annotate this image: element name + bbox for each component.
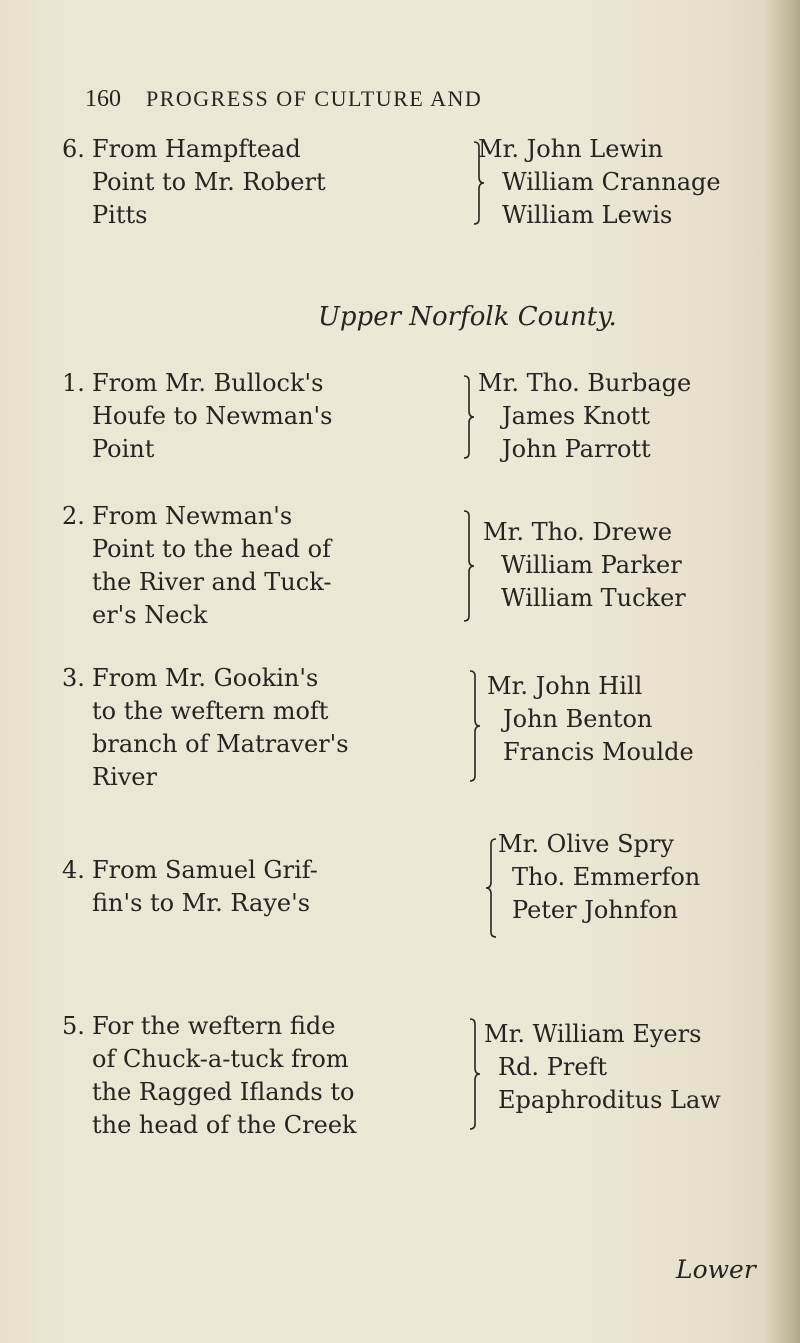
page-number: 160 bbox=[85, 86, 121, 112]
name-line: William Lewis bbox=[502, 201, 673, 229]
description-line: of Chuck-a-tuck from bbox=[92, 1045, 349, 1073]
entry-names bbox=[478, 133, 721, 232]
name-line: Rd. Preft bbox=[498, 1053, 608, 1081]
name-line: William Parker bbox=[501, 551, 682, 579]
name-line: John Benton bbox=[503, 705, 653, 733]
entry-description bbox=[62, 367, 332, 466]
description-line: Point to the head of bbox=[92, 535, 331, 563]
description-line: branch of Matraver's bbox=[92, 730, 349, 758]
name-line: William Crannage bbox=[502, 168, 721, 196]
description-line: Point bbox=[92, 435, 155, 463]
description-line: 4. From Samuel Grif- bbox=[62, 854, 318, 887]
entry-description bbox=[62, 133, 326, 232]
entry-number: 2. bbox=[62, 502, 85, 530]
name-line: Mr. William Eyers bbox=[484, 1020, 702, 1048]
right-brace-icon bbox=[468, 1018, 482, 1130]
entry-description bbox=[62, 854, 318, 920]
description-line: 6. From Hampftead bbox=[62, 133, 326, 166]
description-line: Point to Mr. Robert bbox=[92, 168, 326, 196]
entry-names bbox=[483, 516, 686, 615]
description-line: Houfe to Newman's bbox=[92, 402, 333, 430]
entry-names bbox=[487, 670, 694, 769]
entry-number: 1. bbox=[62, 369, 85, 397]
name-line: Epaphroditus Law bbox=[498, 1086, 721, 1114]
name-line: Peter Johnfon bbox=[512, 896, 678, 924]
description-line: 2. From Newman's bbox=[62, 500, 331, 533]
entry-description bbox=[62, 500, 331, 632]
name-line: Mr. Tho. Burbage bbox=[478, 369, 692, 397]
left-brace-icon bbox=[484, 838, 498, 938]
description-line: er's Neck bbox=[92, 601, 208, 629]
right-brace-icon bbox=[462, 375, 476, 459]
name-line: Mr. John Lewin bbox=[478, 135, 664, 163]
right-brace-icon bbox=[462, 510, 476, 622]
name-line: Tho. Emmerfon bbox=[512, 863, 701, 891]
entry-number: 3. bbox=[62, 664, 85, 692]
description-line: 3. From Mr. Gookin's bbox=[62, 662, 349, 695]
entry-names bbox=[484, 1018, 721, 1117]
entry-names bbox=[498, 828, 700, 927]
section-title: Upper Norfolk County. bbox=[318, 302, 617, 332]
right-brace-icon bbox=[468, 670, 482, 782]
name-line: John Parrott bbox=[502, 435, 651, 463]
entry-number: 5. bbox=[62, 1012, 85, 1040]
description-line: River bbox=[92, 763, 157, 791]
name-line: James Knott bbox=[502, 402, 650, 430]
name-line: William Tucker bbox=[501, 584, 686, 612]
description-line: 5. For the weftern fide bbox=[62, 1010, 357, 1043]
running-header bbox=[85, 86, 685, 120]
catchword: Lower bbox=[676, 1255, 756, 1284]
entry-number: 6. bbox=[62, 135, 85, 163]
name-line: Francis Moulde bbox=[503, 738, 694, 766]
entry-description bbox=[62, 1010, 357, 1142]
running-title: PROGRESS OF CULTURE AND bbox=[146, 86, 483, 111]
description-line: Pitts bbox=[92, 201, 148, 229]
entry-number: 4. bbox=[62, 856, 85, 884]
page-edge-shadow bbox=[764, 0, 800, 1343]
description-line: 1. From Mr. Bullock's bbox=[62, 367, 332, 400]
description-line: the head of the Creek bbox=[92, 1111, 357, 1139]
name-line: Mr. Tho. Drewe bbox=[483, 518, 673, 546]
entry-description bbox=[62, 662, 349, 794]
description-line: to the weftern moft bbox=[92, 697, 329, 725]
description-line: fin's to Mr. Raye's bbox=[92, 889, 311, 917]
entry-names bbox=[478, 367, 691, 466]
description-line: the River and Tuck- bbox=[92, 568, 332, 596]
name-line: Mr. Olive Spry bbox=[498, 830, 674, 858]
name-line: Mr. John Hill bbox=[487, 672, 643, 700]
description-line: the Ragged Iflands to bbox=[92, 1078, 355, 1106]
